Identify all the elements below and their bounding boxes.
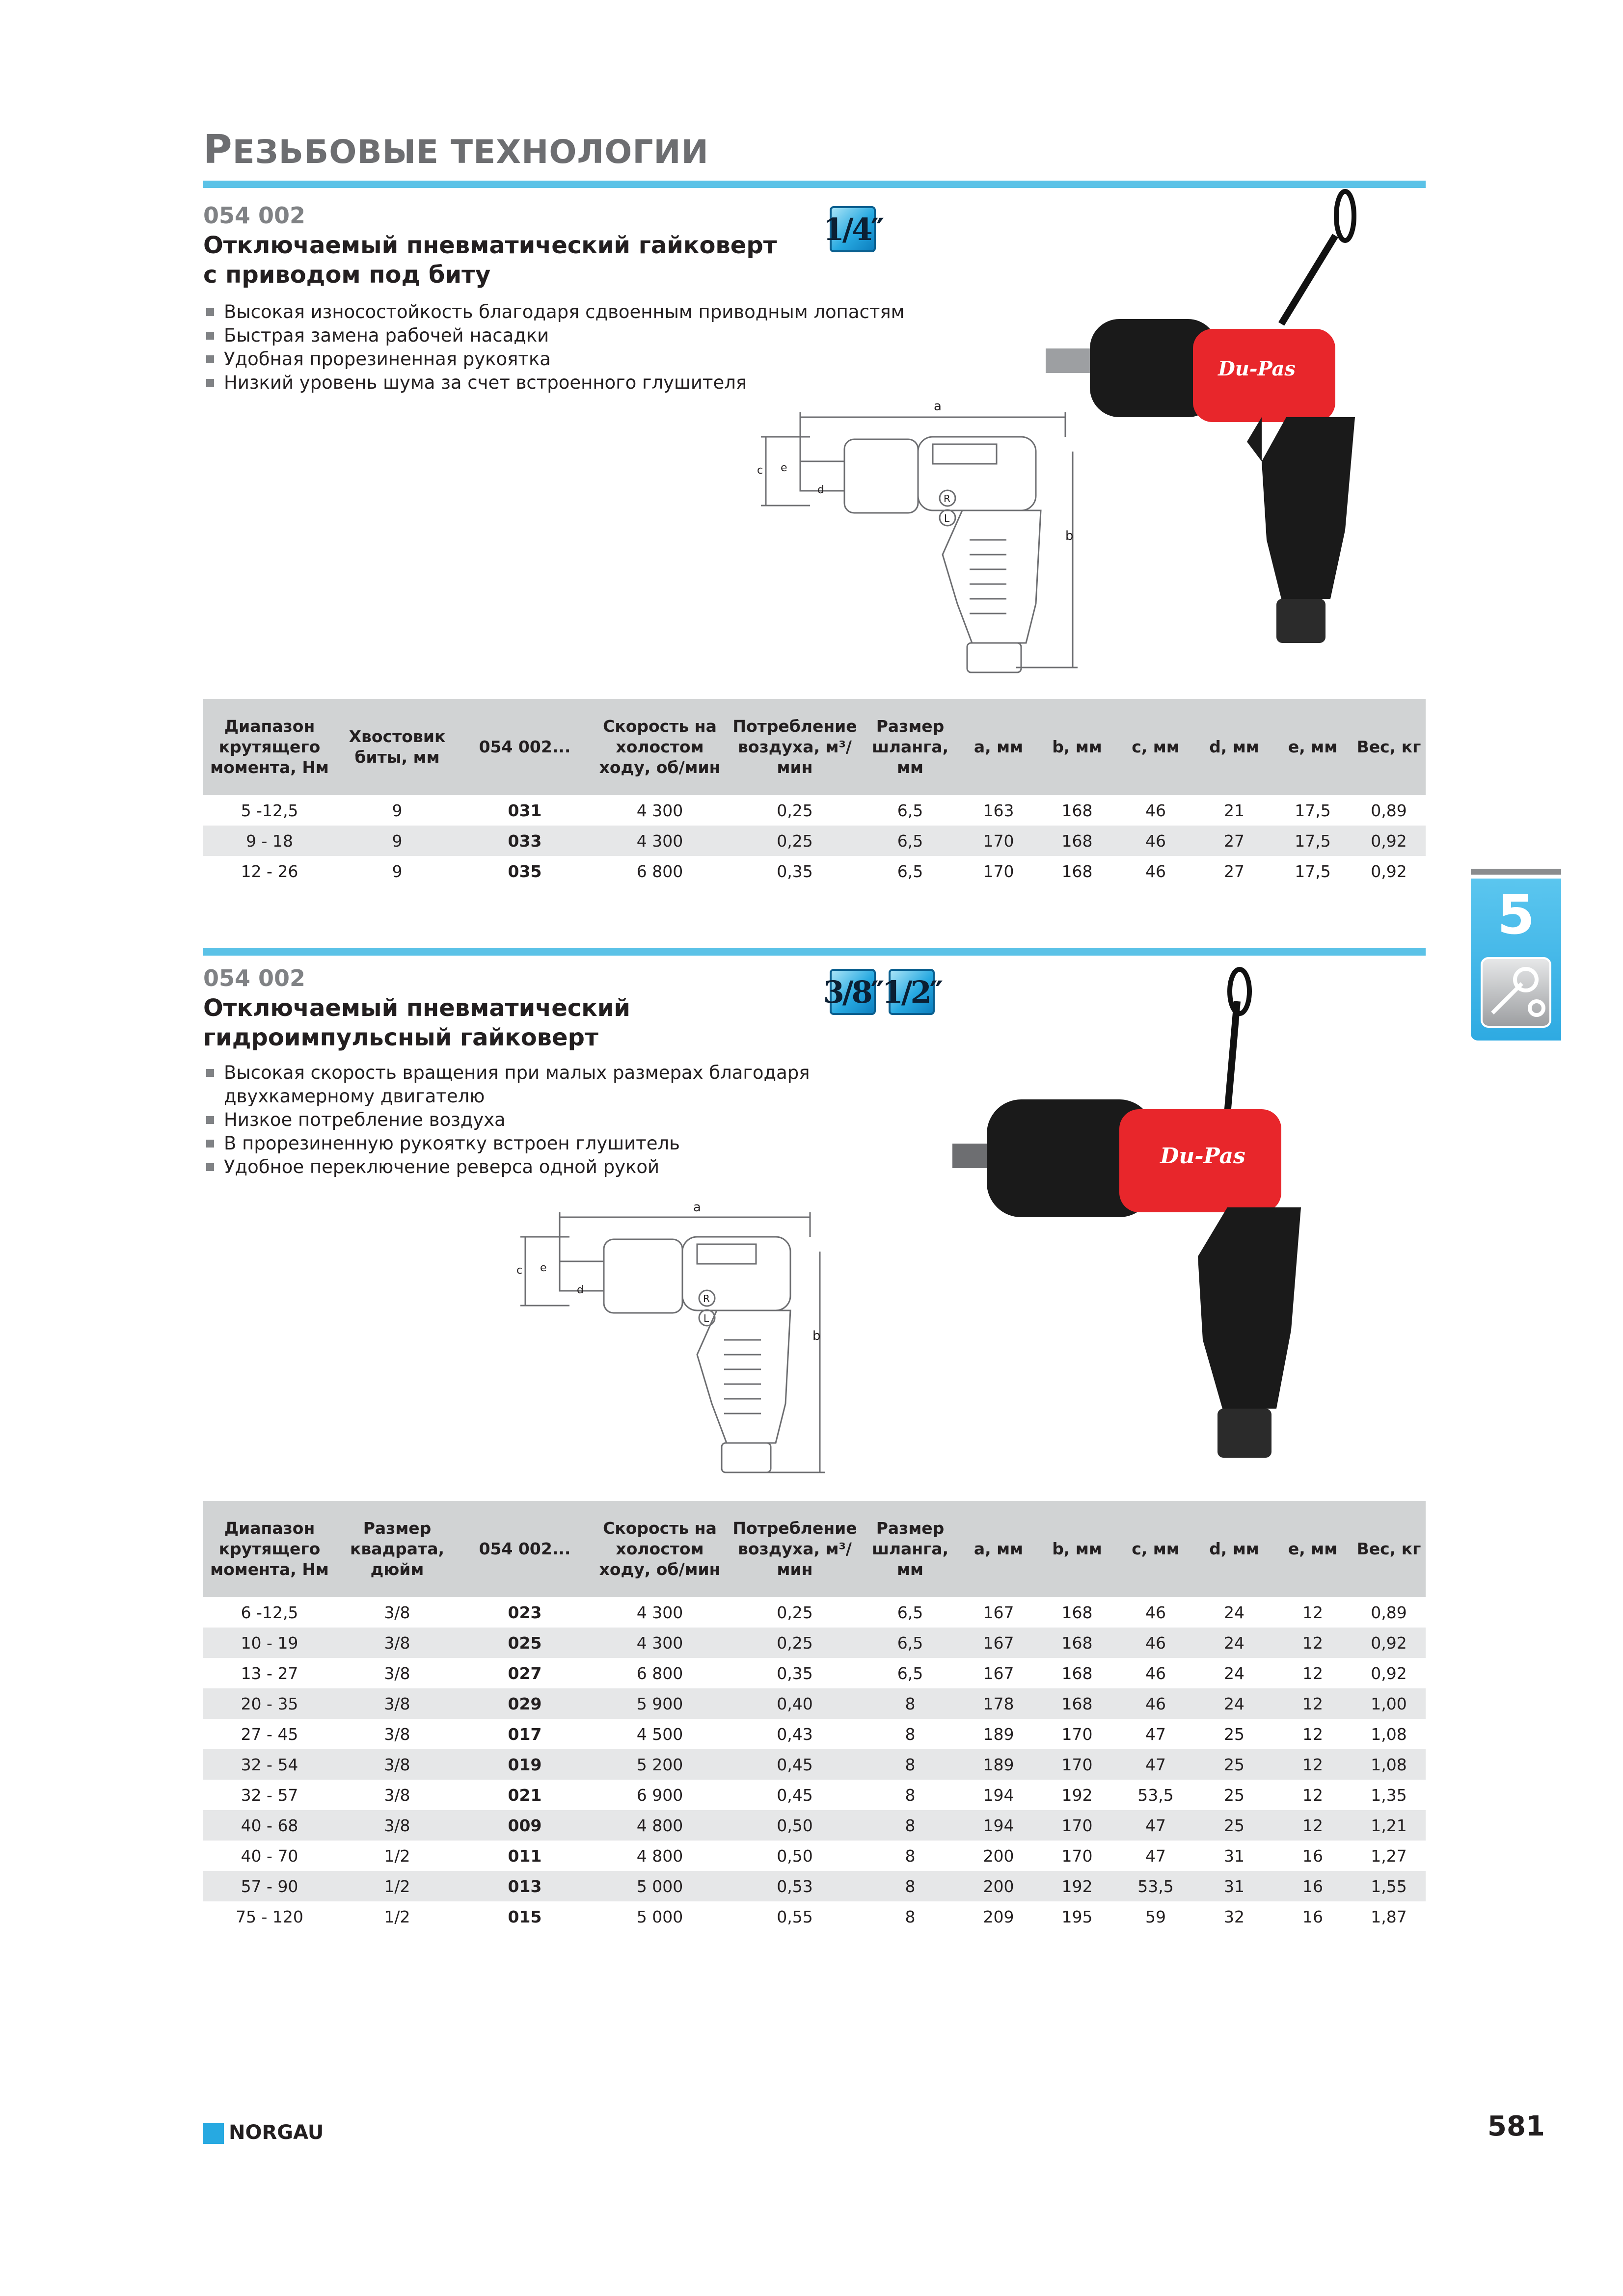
product2-dimension-drawing [511, 1198, 864, 1482]
col-header: a, мм [959, 1501, 1038, 1597]
table-cell: 9 [392, 861, 403, 881]
table-cell: 013 [459, 1871, 591, 1901]
table-cell: 0,35 [777, 1663, 813, 1683]
table-cell: 167 [983, 1602, 1014, 1622]
col-header: d, мм [1195, 699, 1273, 795]
table-cell: 168 [1061, 861, 1093, 881]
table-cell: 47 [1145, 1846, 1166, 1866]
col-header: Потребление воздуха, м³/мин [729, 699, 861, 795]
table-row [203, 1780, 1426, 1810]
table-cell: 0,43 [777, 1724, 813, 1744]
table-cell: 0,53 [729, 1871, 861, 1901]
table-cell: 170 [959, 826, 1038, 856]
table-cell: 0,25 [729, 1628, 861, 1658]
table-cell: 4 800 [591, 1810, 729, 1841]
table-cell: 194 [959, 1810, 1038, 1841]
table-cell: 170 [983, 861, 1014, 881]
table-cell: 13 - 27 [241, 1663, 298, 1683]
col-header: Скорость на холостом ходу, об/мин [591, 699, 729, 795]
product1-spec-table [203, 699, 1426, 886]
table-cell: 32 - 54 [203, 1749, 336, 1780]
product1-title: Отключаемый пневматический гайковерт с приводом под биту [203, 232, 777, 289]
product2-code: 054 002 [203, 965, 306, 991]
table-cell: 12 [1273, 1628, 1352, 1658]
dim-label-a: a [934, 399, 942, 414]
section-tab-number: 5 [1497, 883, 1535, 946]
table-cell: 017 [508, 1724, 542, 1744]
feature-item: Быстрая замена рабочей насадки [203, 324, 940, 347]
table-cell: 194 [983, 1785, 1014, 1805]
table-cell: 32 [1224, 1907, 1244, 1926]
feature-item: Удобная прорезиненная рукоятка [203, 347, 940, 371]
table-header-row [203, 699, 1426, 795]
table-cell: 16 [1273, 1871, 1352, 1901]
table-cell: 27 [1224, 861, 1244, 881]
table-cell: 6,5 [897, 1602, 923, 1622]
table-cell: 0,92 [1371, 1663, 1407, 1683]
table-cell: 6,5 [897, 861, 923, 881]
table-cell: 0,50 [729, 1810, 861, 1841]
table-cell: 1,08 [1371, 1724, 1407, 1744]
dim-label-r: R [703, 1293, 710, 1305]
tool-brand-label: Du-Pas [1218, 357, 1296, 380]
table-row [203, 1901, 1426, 1932]
table-cell: 24 [1224, 1663, 1244, 1683]
col-header: 054 002... [459, 1501, 591, 1597]
col-header: Хвостовик биты, мм [336, 699, 459, 795]
table-cell: 011 [508, 1846, 542, 1866]
table-cell: 17,5 [1295, 861, 1331, 881]
table-cell: 3/8 [336, 1749, 459, 1780]
col-header: 054 002... [459, 699, 591, 795]
table-cell: 46 [1145, 1602, 1166, 1622]
product2-features [203, 1061, 940, 1179]
table-cell: 178 [959, 1688, 1038, 1719]
col-header: Диапазон крутящего момента, Нм [203, 699, 336, 795]
table-cell: 5 200 [591, 1749, 729, 1780]
table-cell: 1,35 [1371, 1785, 1407, 1805]
table-row [203, 1810, 1426, 1841]
table-cell: 189 [983, 1724, 1014, 1744]
table-cell: 17,5 [1273, 826, 1352, 856]
table-cell: 209 [983, 1907, 1014, 1926]
table-row [203, 826, 1426, 856]
table-cell: 12 [1302, 1724, 1323, 1744]
table-cell: 0,45 [729, 1749, 861, 1780]
table-cell: 1,87 [1371, 1907, 1407, 1926]
table-row [203, 1841, 1426, 1871]
dim-label-d: d [817, 484, 824, 496]
product1-features [203, 300, 940, 395]
table-cell: 12 [1302, 1663, 1323, 1683]
table-cell: 9 [392, 801, 403, 820]
dim-label-e: e [781, 462, 787, 474]
table-cell: 170 [1061, 1846, 1093, 1866]
table-cell: 6 800 [636, 861, 683, 881]
table-cell: 025 [459, 1628, 591, 1658]
col-header: e, мм [1273, 1501, 1352, 1597]
table-cell: 46 [1145, 861, 1166, 881]
table-cell: 25 [1195, 1749, 1273, 1780]
table-row [203, 1658, 1426, 1688]
table-cell: 3/8 [384, 1785, 410, 1805]
product2-tool-image [952, 967, 1365, 1472]
table-cell: 0,92 [1352, 826, 1426, 856]
table-row [203, 1688, 1426, 1719]
table-cell: 019 [459, 1749, 591, 1780]
dim-label-l: L [944, 512, 950, 524]
table-cell: 1,08 [1352, 1749, 1426, 1780]
table-cell: 6,5 [897, 801, 923, 820]
table-cell: 6 800 [636, 1663, 683, 1683]
table-cell: 029 [459, 1688, 591, 1719]
table-cell: 8 [861, 1871, 959, 1901]
feature-item: В прорезиненную рукоятку встроен глушитель [203, 1132, 940, 1155]
table-cell: 4 300 [636, 801, 683, 820]
col-header: Размер квадрата, дюйм [336, 1501, 459, 1597]
table-cell: 4 300 [636, 1602, 683, 1622]
table-cell: 200 [959, 1871, 1038, 1901]
norgau-logo-mark [203, 2123, 224, 2144]
table-cell: 46 [1116, 826, 1195, 856]
feature-item: Высокая скорость вращения при малых размерах благодаря двухкамерному двигателю [203, 1061, 940, 1108]
table-cell: 27 - 45 [241, 1724, 298, 1744]
table-cell: 75 - 120 [236, 1907, 303, 1926]
table-cell: 170 [1038, 1810, 1116, 1841]
table-cell: 57 - 90 [203, 1871, 336, 1901]
table-cell: 5 000 [591, 1871, 729, 1901]
dim-label-e: e [540, 1262, 547, 1274]
table-cell: 0,35 [777, 861, 813, 881]
dim-label-b: b [1065, 529, 1074, 543]
table-row [203, 1749, 1426, 1780]
tool-brand-label: Du-Pas [1160, 1144, 1245, 1169]
table-cell: 168 [1061, 801, 1093, 820]
col-header: Скорость на холостом ходу, об/мин [591, 1501, 729, 1597]
table-cell: 027 [508, 1663, 542, 1683]
page-number: 581 [1488, 2110, 1545, 2142]
table-cell: 31 [1224, 1846, 1244, 1866]
page-header-title: РЕЗЬБОВЫЕ ТЕХНОЛОГИИ [203, 127, 709, 172]
table-cell: 8 [905, 1907, 916, 1926]
table-cell: 16 [1302, 1907, 1323, 1926]
table-cell: 168 [1038, 826, 1116, 856]
table-cell: 12 [1273, 1810, 1352, 1841]
col-header: b, мм [1038, 1501, 1116, 1597]
table-cell: 46 [1116, 1628, 1195, 1658]
table-cell: 46 [1145, 801, 1166, 820]
table-cell: 8 [905, 1846, 916, 1866]
table-cell: 5 900 [591, 1688, 729, 1719]
table-cell: 47 [1116, 1749, 1195, 1780]
table-cell: 0,55 [777, 1907, 813, 1926]
product2-spec-table [203, 1501, 1426, 1932]
product2-size-badge-1-2: 1/2″ [889, 969, 935, 1015]
table-cell: 12 [1273, 1688, 1352, 1719]
table-cell: 0,92 [1352, 1628, 1426, 1658]
table-cell: 47 [1145, 1724, 1166, 1744]
table-cell: 3/8 [336, 1688, 459, 1719]
table-cell: 21 [1224, 801, 1244, 820]
table-cell: 035 [508, 861, 542, 881]
table-cell: 1,00 [1352, 1688, 1426, 1719]
table-cell: 3/8 [384, 1663, 410, 1683]
table-cell: 8 [861, 1688, 959, 1719]
table-cell: 3/8 [384, 1724, 410, 1744]
table-cell: 200 [983, 1846, 1014, 1866]
dim-label-l: L [703, 1312, 709, 1324]
table-cell: 4 500 [636, 1724, 683, 1744]
table-cell: 8 [861, 1749, 959, 1780]
table-cell: 12 [1273, 1749, 1352, 1780]
col-header: Вес, кг [1352, 1501, 1426, 1597]
table-cell: 5 -12,5 [241, 801, 298, 820]
table-cell: 0,89 [1371, 801, 1407, 820]
table-cell: 192 [1038, 1871, 1116, 1901]
table-cell: 0,50 [777, 1846, 813, 1866]
table-cell: 12 [1302, 1602, 1323, 1622]
table-cell: 167 [959, 1628, 1038, 1658]
table-cell: 20 - 35 [203, 1688, 336, 1719]
table-cell: 32 - 57 [241, 1785, 298, 1805]
col-header: Размер шланга, мм [861, 699, 959, 795]
table-cell: 6 -12,5 [241, 1602, 298, 1622]
table-cell: 189 [959, 1749, 1038, 1780]
table-cell: 0,25 [729, 826, 861, 856]
table-cell: 4 300 [591, 1628, 729, 1658]
table-cell: 8 [905, 1724, 916, 1744]
table-cell: 3/8 [336, 1810, 459, 1841]
table-cell: 023 [508, 1602, 542, 1622]
table-cell: 021 [508, 1785, 542, 1805]
table-cell: 3/8 [336, 1628, 459, 1658]
product1-code: 054 002 [203, 202, 306, 229]
table-cell: 59 [1145, 1907, 1166, 1926]
table-header-row [203, 1501, 1426, 1597]
col-header: e, мм [1273, 699, 1352, 795]
table-cell: 168 [1061, 1602, 1093, 1622]
col-header: Потребление воздуха, м³/мин [729, 1501, 861, 1597]
table-cell: 168 [1038, 1628, 1116, 1658]
table-cell: 1/2 [384, 1846, 410, 1866]
feature-item: Высокая износостойкость благодаря сдвоенным приводным лопастям [203, 300, 940, 324]
col-header: c, мм [1116, 699, 1195, 795]
table-cell: 6 900 [636, 1785, 683, 1805]
table-cell: 46 [1145, 1663, 1166, 1683]
table-cell: 4 300 [591, 826, 729, 856]
col-header: c, мм [1116, 1501, 1195, 1597]
col-header: a, мм [959, 699, 1038, 795]
table-cell: 0,25 [777, 1602, 813, 1622]
table-cell: 40 - 70 [241, 1846, 298, 1866]
table-cell: 6,5 [861, 1628, 959, 1658]
table-cell: 5 000 [636, 1907, 683, 1926]
table-cell: 015 [508, 1907, 542, 1926]
col-header: Вес, кг [1352, 699, 1426, 795]
table-cell: 6,5 [897, 1663, 923, 1683]
table-cell: 46 [1116, 1688, 1195, 1719]
table-cell: 31 [1195, 1871, 1273, 1901]
table-cell: 17,5 [1295, 801, 1331, 820]
table-cell: 195 [1061, 1907, 1093, 1926]
table-cell: 0,25 [777, 801, 813, 820]
table-cell: 0,92 [1371, 861, 1407, 881]
table-row [203, 795, 1426, 826]
table-row [203, 856, 1426, 886]
col-header: Размер шланга, мм [861, 1501, 959, 1597]
section-divider [203, 948, 1426, 956]
feature-item: Низкий уровень шума за счет встроенного глушителя [203, 371, 940, 395]
table-cell: 24 [1224, 1602, 1244, 1622]
table-cell: 170 [1038, 1749, 1116, 1780]
table-cell: 0,40 [729, 1688, 861, 1719]
table-cell: 1,27 [1371, 1846, 1407, 1866]
table-cell: 192 [1061, 1785, 1093, 1805]
table-cell: 1/2 [384, 1907, 410, 1926]
table-cell: 40 - 68 [203, 1810, 336, 1841]
col-header: Диапазон крутящего момента, Нм [203, 1501, 336, 1597]
table-cell: 12 - 26 [241, 861, 298, 881]
table-cell: 033 [459, 826, 591, 856]
table-row [203, 1628, 1426, 1658]
table-cell: 1,21 [1352, 1810, 1426, 1841]
table-cell: 24 [1195, 1688, 1273, 1719]
brand-logo-text: NORGAU [229, 2121, 324, 2144]
wrench-icon [1481, 957, 1551, 1028]
table-cell: 1/2 [336, 1871, 459, 1901]
table-cell: 9 - 18 [203, 826, 336, 856]
feature-item: Низкое потребление воздуха [203, 1108, 940, 1132]
dim-label-b: b [812, 1329, 821, 1343]
feature-item: Удобное переключение реверса одной рукой [203, 1155, 940, 1179]
table-cell: 53,5 [1137, 1785, 1174, 1805]
dim-label-r: R [944, 493, 950, 505]
table-cell: 168 [1038, 1688, 1116, 1719]
product1-size-badge: 1/4″ [830, 206, 876, 252]
col-header: b, мм [1038, 699, 1116, 795]
dim-label-c: c [516, 1264, 523, 1277]
dim-label-d: d [577, 1284, 584, 1296]
table-cell: 25 [1195, 1810, 1273, 1841]
product2-title: Отключаемый пневматический гидроимпульсный гайковерт [203, 994, 631, 1051]
section-tab-bar [1471, 869, 1561, 875]
table-cell: 53,5 [1116, 1871, 1195, 1901]
table-cell: 0,89 [1371, 1602, 1407, 1622]
col-header: d, мм [1195, 1501, 1273, 1597]
table-cell: 6,5 [861, 826, 959, 856]
dim-label-c: c [757, 464, 763, 477]
table-cell: 031 [508, 801, 542, 820]
table-row [203, 1719, 1426, 1749]
table-cell: 12 [1302, 1785, 1323, 1805]
table-cell: 24 [1195, 1628, 1273, 1658]
table-cell: 8 [861, 1810, 959, 1841]
table-cell: 25 [1224, 1724, 1244, 1744]
table-cell: 8 [905, 1785, 916, 1805]
table-cell: 0,45 [777, 1785, 813, 1805]
table-cell: 170 [1061, 1724, 1093, 1744]
table-cell: 009 [459, 1810, 591, 1841]
table-cell: 3/8 [384, 1602, 410, 1622]
table-cell: 163 [983, 801, 1014, 820]
table-cell: 25 [1224, 1785, 1244, 1805]
dim-label-a: a [693, 1200, 701, 1215]
product2-size-badge-3-8: 3/8″ [830, 969, 876, 1015]
table-cell: 10 - 19 [203, 1628, 336, 1658]
product1-tool-image [1031, 187, 1414, 658]
table-cell: 1,55 [1352, 1871, 1426, 1901]
table-cell: 167 [983, 1663, 1014, 1683]
table-row [203, 1871, 1426, 1901]
table-cell: 168 [1061, 1663, 1093, 1683]
table-cell: 4 800 [636, 1846, 683, 1866]
table-cell: 27 [1195, 826, 1273, 856]
table-cell: 16 [1302, 1846, 1323, 1866]
table-cell: 9 [336, 826, 459, 856]
table-row [203, 1597, 1426, 1628]
table-cell: 47 [1116, 1810, 1195, 1841]
